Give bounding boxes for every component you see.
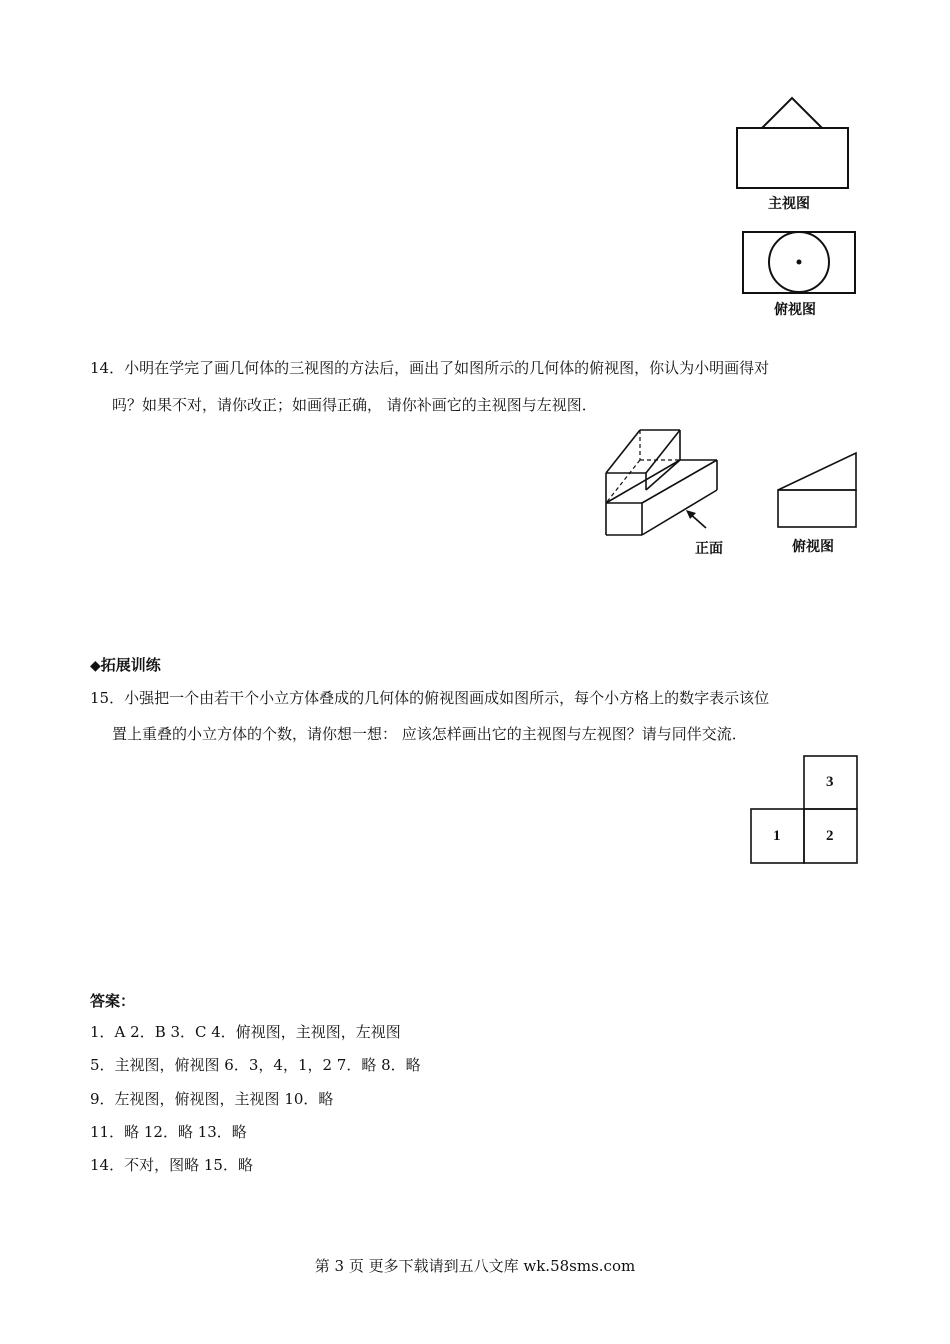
grid-cell-bottom-left: 1 <box>773 828 781 844</box>
answer-line-3: 9．左视图，俯视图，主视图 10．略 <box>90 1090 334 1108</box>
page-footer: 第 3 页 更多下载请到五八文库 wk.58sms.com <box>314 1257 636 1275</box>
grid-cell-top-right: 3 <box>826 774 834 790</box>
grid-cell-bottom-right: 2 <box>826 828 834 844</box>
answer-line-5: 14．不对，图略 15．略 <box>90 1156 253 1174</box>
answers-title: 答案： <box>90 992 136 1010</box>
diamond-icon: ◆ <box>90 658 101 674</box>
section-title: 拓展训练 <box>100 656 161 674</box>
question-14-line-2: 吗？如果不对，请你改正；如画得正确， 请你补画它的主视图与左视图． <box>112 396 597 414</box>
answer-line-2: 5．主视图，俯视图 6．3，4，1，2 7．略 8．略 <box>90 1056 421 1074</box>
top-view-caption: 俯视图 <box>774 302 816 318</box>
question-14-line-1: 14．小明在学完了画几何体的三视图的方法后，画出了如图所示的几何体的俯视图，你认为小明画得对 <box>90 359 770 377</box>
answer-line-4: 11．略 12．略 13．略 <box>90 1123 247 1141</box>
answer-line-1: 1．A 2．B 3．C 4．俯视图，主视图，左视图 <box>90 1023 401 1041</box>
question-15-line-2: 置上重叠的小立方体的个数，请你想一想： 应该怎样画出它的主视图与左视图？请与同伴交流． <box>112 725 747 743</box>
question-15-line-1: 15．小强把一个由若干个小立方体叠成的几何体的俯视图画成如图所示，每个小方格上的数字表示该位 <box>90 689 770 707</box>
question-14-top-view-caption: 俯视图 <box>792 539 834 555</box>
front-direction-label: 正面 <box>695 541 723 557</box>
front-view-caption: 主视图 <box>768 196 810 212</box>
